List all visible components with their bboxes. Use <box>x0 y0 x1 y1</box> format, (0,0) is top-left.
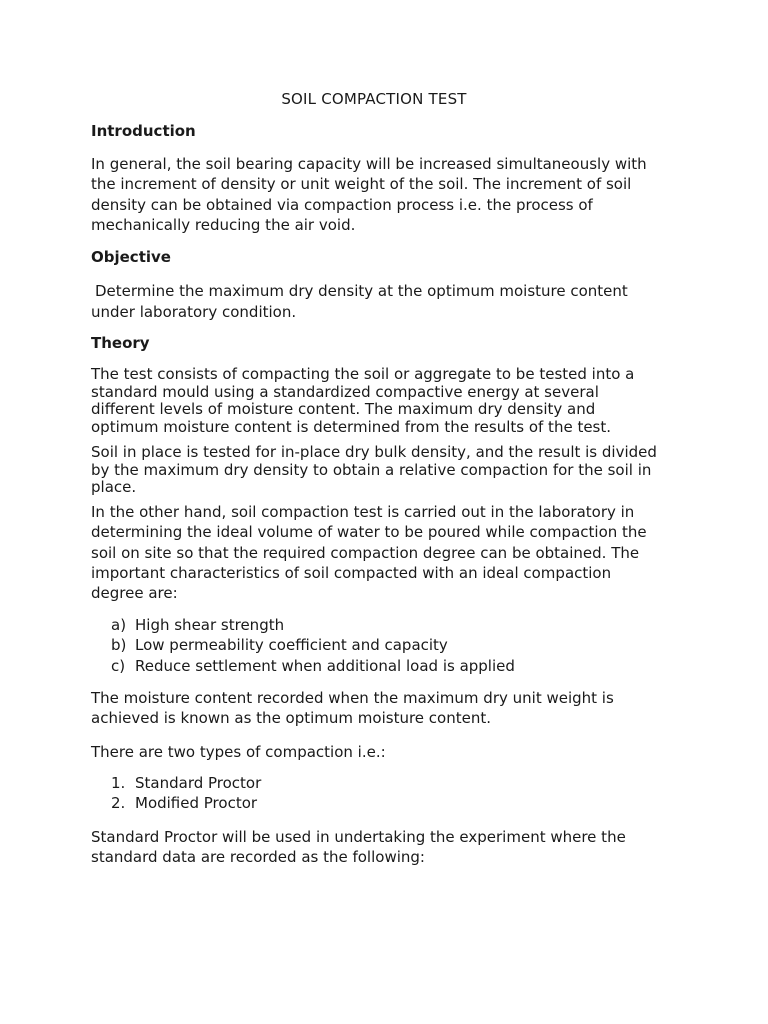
list-marker: 2. <box>111 794 126 813</box>
list-item-text: Low permeability coefficient and capacity <box>135 636 448 655</box>
theory-paragraph-4: The moisture content recorded when the maximum dry unit weight is achieved is known as the optimum moisture content. <box>91 689 614 728</box>
list-item-text: Reduce settlement when additional load is applied <box>135 656 515 675</box>
theory-paragraph-1: The test consists of compacting the soil or aggregate to be tested into a standard mould using a standardized compactive energy at several different levels of moisture content. The maximum dry density and optimum moisture content is determined from the results of the test. <box>91 365 635 437</box>
compaction-types-list <box>91 773 261 814</box>
list-marker: a) <box>111 616 127 634</box>
theory-heading: Theory <box>91 334 150 352</box>
list-item <box>91 793 261 813</box>
theory-paragraph-3: In the other hand, soil compaction test is carried out in the laboratory in determining the ideal volume of water to be poured while compaction the soil on site so that the required compaction degree can be obtained. The important characteristics of soil compacted with an ideal compaction degree are: <box>91 503 647 603</box>
list-marker: c) <box>111 656 126 675</box>
objective-text: Determine the maximum dry density at the optimum moisture content under laboratory condition. <box>91 282 628 321</box>
list-item-text: High shear strength <box>135 616 285 634</box>
list-item <box>91 773 261 793</box>
list-item <box>91 656 515 676</box>
theory-paragraph-2: Soil in place is tested for in-place dry bulk density, and the result is divided by the maximum dry density to obtain a relative compaction for the soil in place. <box>91 443 657 497</box>
list-item-text: Standard Proctor <box>135 774 262 792</box>
list-item <box>91 635 515 655</box>
list-marker: 1. <box>111 774 126 792</box>
list-item-text: Modified Proctor <box>135 794 258 813</box>
objective-heading: Objective <box>91 248 171 266</box>
characteristics-list <box>91 615 515 676</box>
introduction-heading: Introduction <box>91 122 196 140</box>
list-item <box>91 615 515 635</box>
document-title: SOIL COMPACTION TEST <box>281 90 467 108</box>
list-marker: b) <box>111 636 127 655</box>
theory-paragraph-5: There are two types of compaction i.e.: <box>91 743 386 761</box>
introduction-text: In general, the soil bearing capacity will be increased simultaneously with the increment of density or unit weight of the soil. The increment of soil density can be obtained via compaction process i.e. the process of mechanically reducing the air void. <box>91 155 647 234</box>
theory-paragraph-6: Standard Proctor will be used in undertaking the experiment where the standard data are recorded as the following: <box>91 828 626 867</box>
